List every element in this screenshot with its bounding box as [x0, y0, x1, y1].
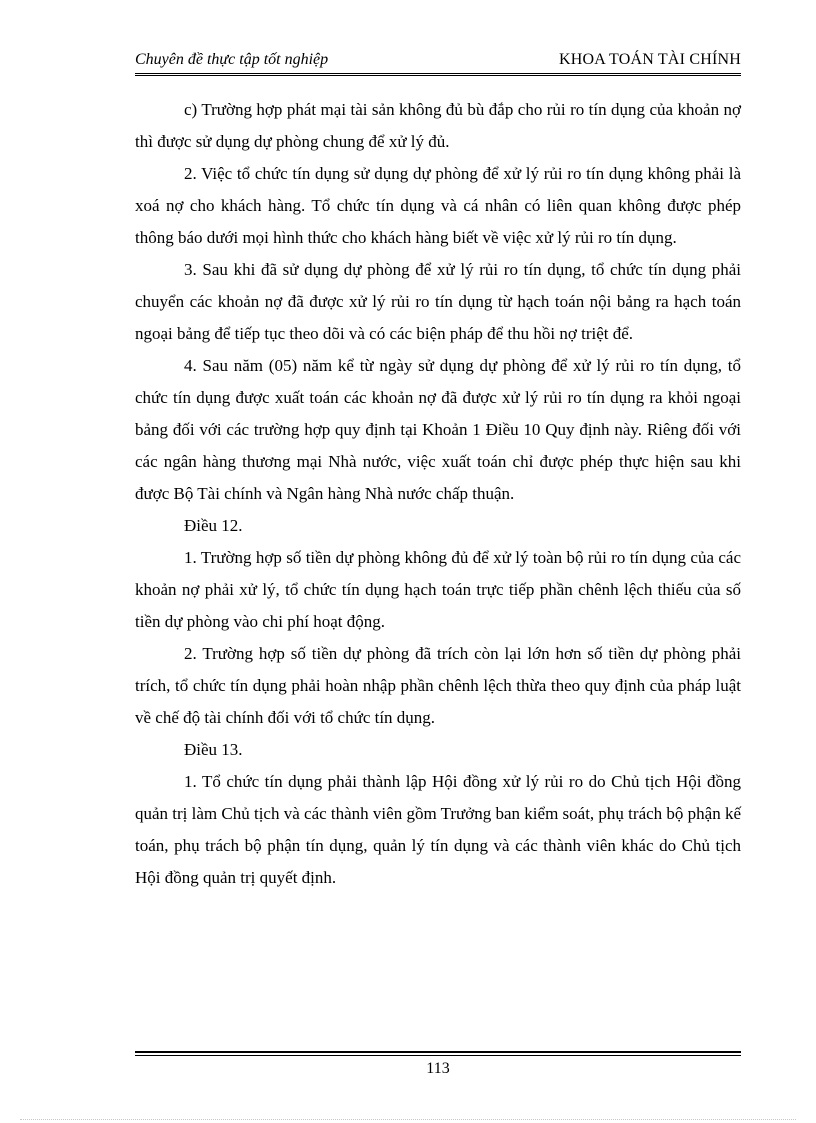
- paragraph-4: 4. Sau năm (05) năm kể từ ngày sử dụng dự phòng để xử lý rủi ro tín dụng, tổ chức tín dụng được xuất toán các khoản nợ đã được xử lý rủi ro tín dụng ra khỏi ngoại bảng đối với các trường hợp quy định tại Khoản 1 Điều 10 Quy định này. Riêng đối với các ngân hàng thương mại Nhà nước, việc xuất toán chỉ được phép thực hiện sau khi được Bộ Tài chính và Ngân hàng Nhà nước chấp thuận.: [135, 356, 741, 503]
- header-department: KHOA TOÁN TÀI CHÍNH: [558, 51, 741, 68]
- article-12-clause-2: 2. Trường hợp số tiền dự phòng đã trích còn lại lớn hơn số tiền dự phòng phải trích, tổ chức tín dụng phải hoàn nhập phần chênh lệch thừa theo quy định của pháp luật về chế độ tài chính đối với tổ chức tín dụng.: [135, 644, 741, 727]
- page-number: 113: [426, 1060, 450, 1077]
- page-body: [135, 94, 741, 894]
- footer-rule: [135, 1051, 741, 1056]
- header-document-title: Chuyên đề thực tập tốt nghiệp: [135, 51, 329, 68]
- article-13-heading: Điều 13.: [184, 740, 243, 759]
- page-bottom-border: [20, 1119, 796, 1120]
- paragraph-3: 3. Sau khi đã sử dụng dự phòng để xử lý rủi ro tín dụng, tổ chức tín dụng phải chuyển các khoản nợ đã được xử lý rủi ro tín dụng từ hạch toán nội bảng ra hạch toán ngoại bảng để tiếp tục theo dõi và có các biện pháp để thu hồi nợ triệt để.: [135, 260, 741, 343]
- article-13-clause-1: 1. Tổ chức tín dụng phải thành lập Hội đồng xử lý rủi ro do Chủ tịch Hội đồng quản trị làm Chủ tịch và các thành viên gồm Trưởng ban kiểm soát, phụ trách bộ phận kế toán, phụ trách bộ phận tín dụng, quản lý tín dụng và các thành viên khác do Chủ tịch Hội đồng quản trị quyết định.: [135, 772, 741, 887]
- article-12-clause-1: 1. Trường hợp số tiền dự phòng không đủ để xử lý toàn bộ rủi ro tín dụng của các khoản nợ phải xử lý, tổ chức tín dụng hạch toán trực tiếp phần chênh lệch thiếu của số tiền dự phòng vào chi phí hoạt động.: [135, 548, 741, 631]
- page-header: [135, 49, 741, 73]
- paragraph-c: c) Trường hợp phát mại tài sản không đủ bù đắp cho rủi ro tín dụng của khoản nợ thì được sử dụng dự phòng chung để xử lý đủ.: [135, 100, 741, 151]
- header-rule: [135, 73, 741, 76]
- paragraph-2: 2. Việc tổ chức tín dụng sử dụng dự phòng để xử lý rủi ro tín dụng không phải là xoá nợ cho khách hàng. Tổ chức tín dụng và cá nhân có liên quan không được phép thông báo dưới mọi hình thức cho khách hàng biết về việc xử lý rủi ro tín dụng.: [135, 164, 741, 247]
- article-12-heading: Điều 12.: [184, 516, 243, 535]
